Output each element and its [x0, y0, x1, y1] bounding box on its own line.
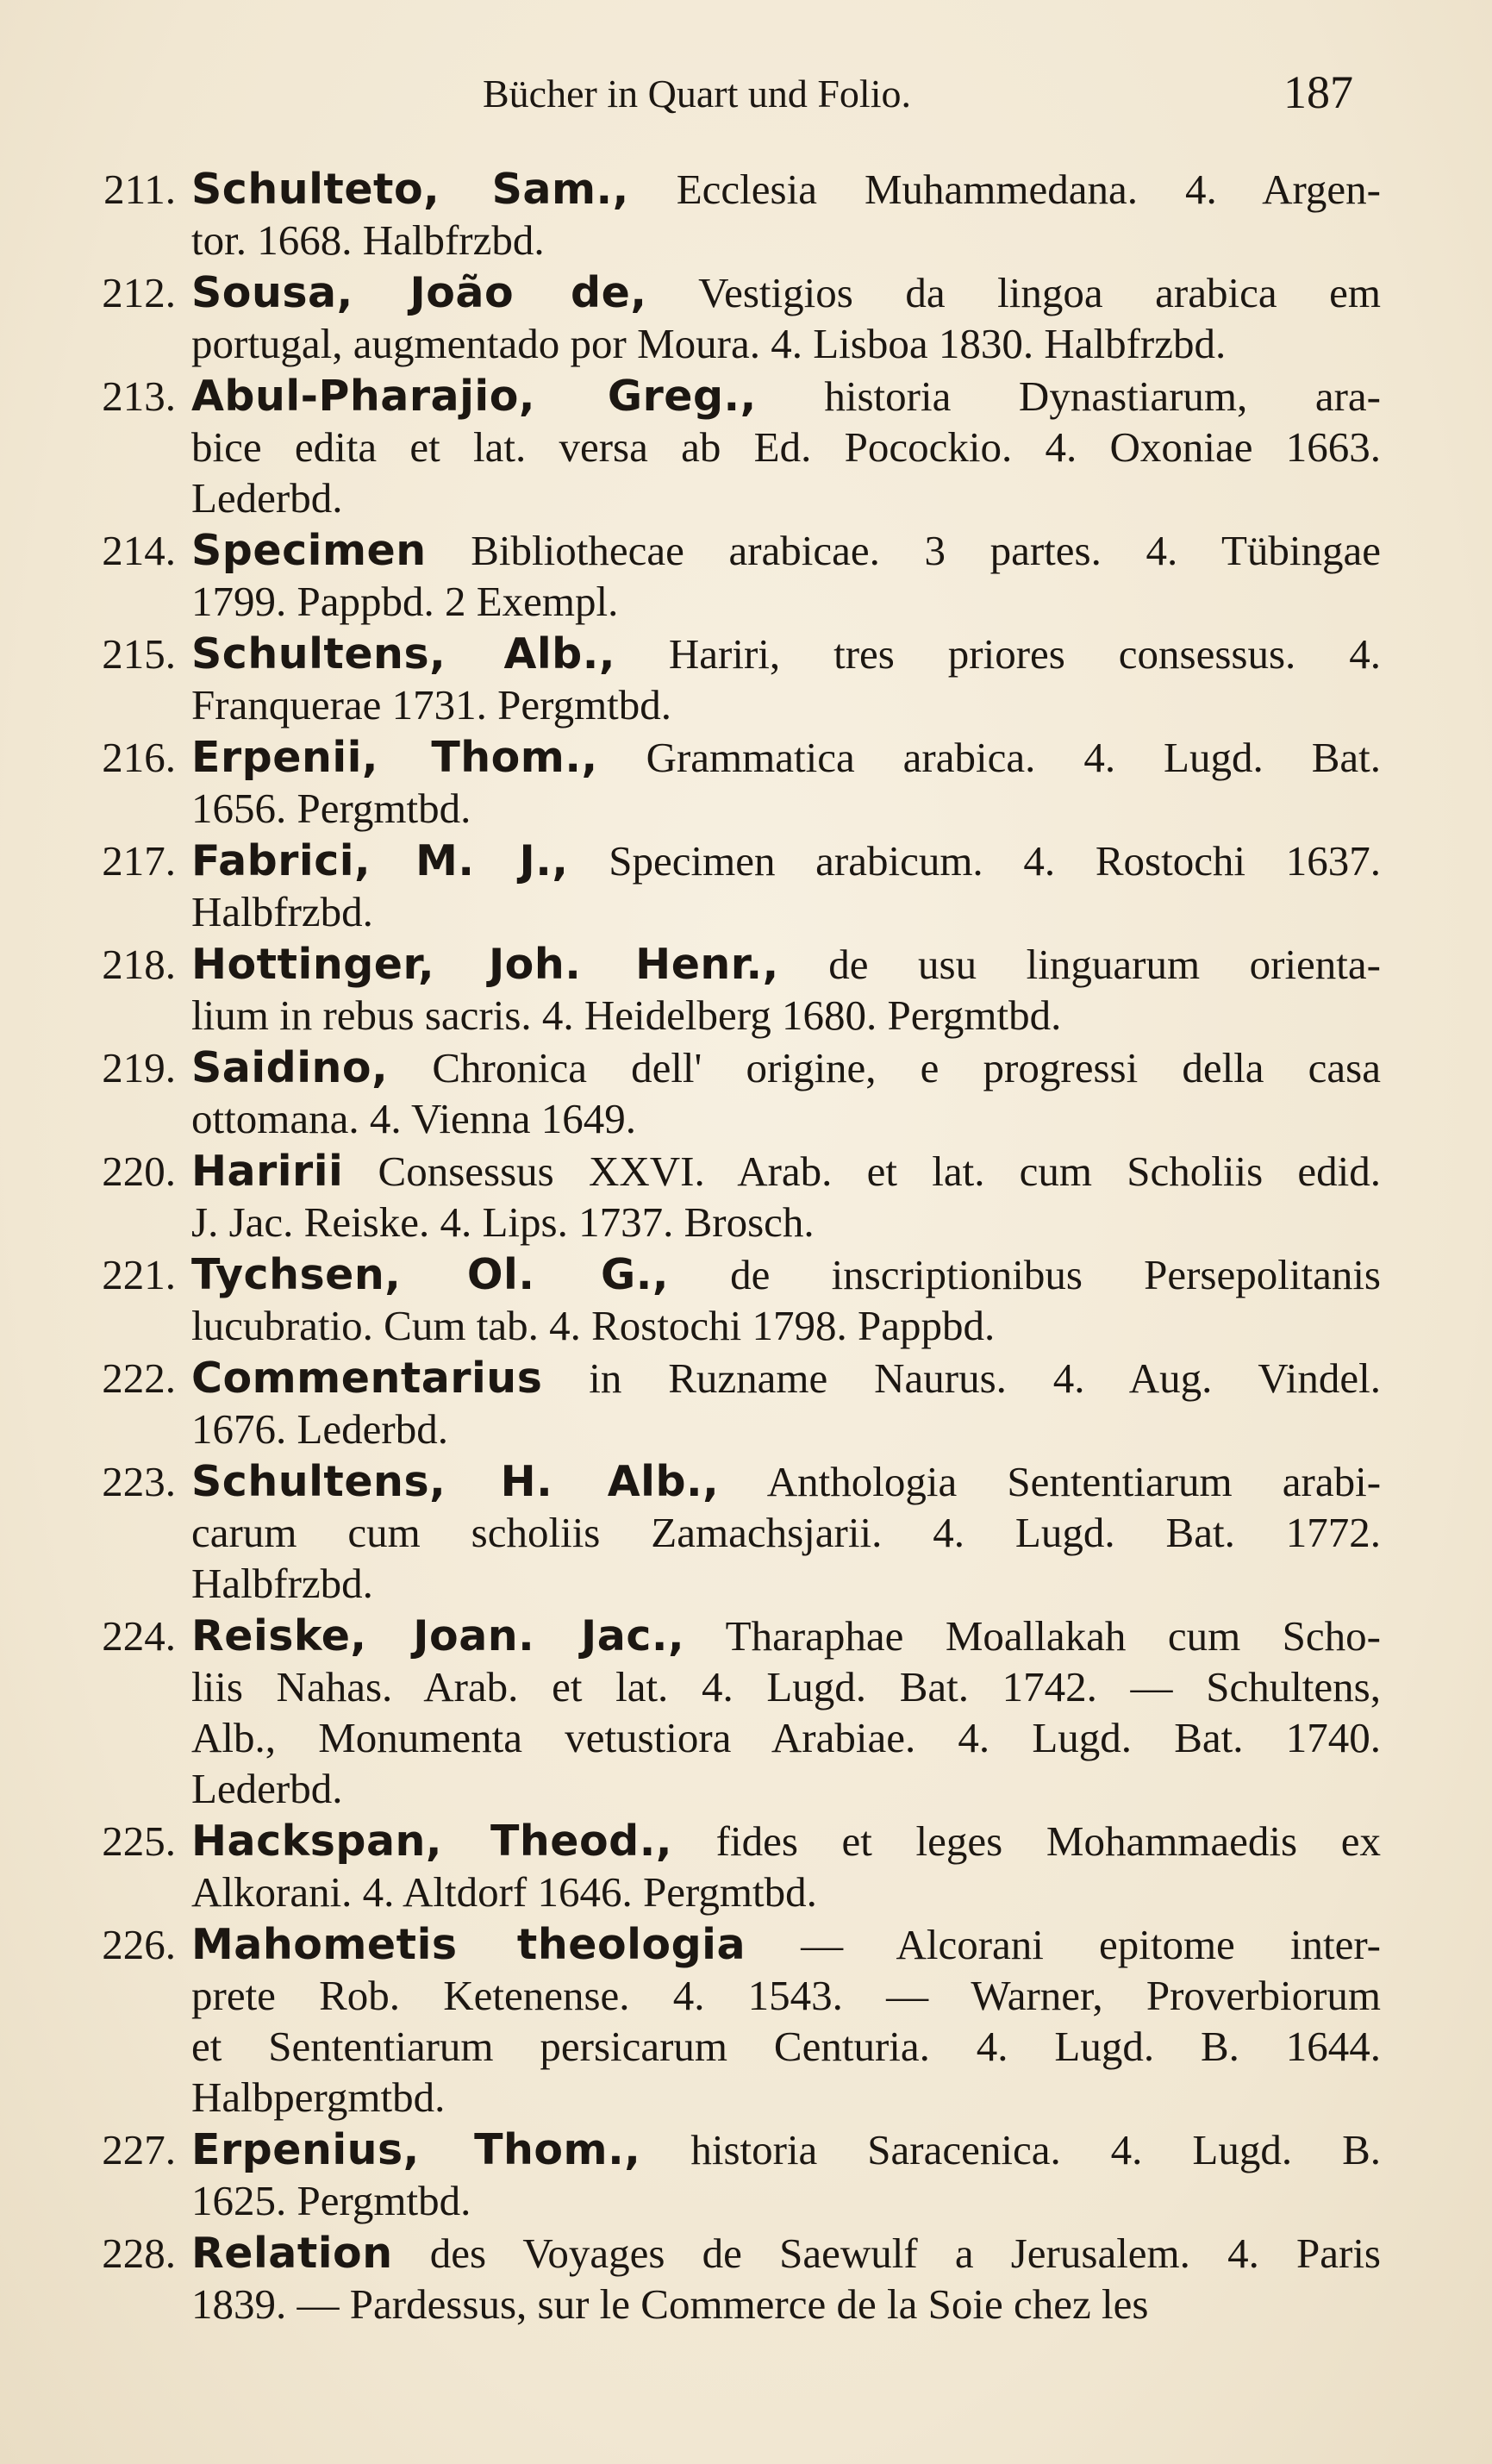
- entry-text: historia Saracenica. 4. Lugd. B.: [690, 2126, 1382, 2173]
- entry-line: [191, 371, 1381, 422]
- catalog-entry: [71, 1042, 1381, 1144]
- entry-line: prete Rob. Ketenense. 4. 1543. — Warner, Proverbiorum: [191, 1972, 1381, 2019]
- catalog-entry: [71, 1353, 1381, 1454]
- entry-line: Halbfrzbd.: [191, 1560, 373, 1607]
- entry-line: Halbpergmtbd.: [191, 2073, 446, 2121]
- catalog-entry: [71, 164, 1381, 266]
- entry-line: [191, 629, 1381, 679]
- entry-line: [191, 1919, 1381, 1970]
- entry-number: 211.: [103, 166, 176, 213]
- entry-line: [191, 1816, 1381, 1867]
- entry-text: historia Dynastiarum, ara-: [824, 372, 1381, 420]
- entry-author: Relation: [191, 2229, 393, 2278]
- entry-line: [191, 2124, 1381, 2175]
- entry-text: Vestigios da lingoa arabica em: [698, 269, 1381, 316]
- catalog-entry: [71, 1610, 1381, 1814]
- page-number: 187: [1283, 66, 1353, 118]
- entry-line: Franquerae 1731. Pergmtbd.: [191, 681, 672, 729]
- entry-line: Halbfrzbd.: [191, 888, 373, 935]
- catalog-entries: [71, 164, 1381, 2331]
- entry-text: Anthologia Sententiarum arabi-: [766, 1458, 1382, 1505]
- entry-number: 224.: [102, 1612, 176, 1660]
- entry-line: bice edita et lat. versa ab Ed. Pocockio. 4. Oxoniae 1663.: [191, 423, 1381, 471]
- entry-number: 212.: [102, 269, 176, 316]
- entry-line: 1799. Pappbd. 2 Exempl.: [191, 578, 619, 625]
- catalog-entry: [71, 1919, 1381, 2123]
- entry-line: lium in rebus sacris. 4. Heidelberg 1680. Pergmtbd.: [191, 991, 1062, 1039]
- entry-line: 1839. — Pardessus, sur le Commerce de la Soie chez les: [191, 2280, 1149, 2328]
- entry-line: J. Jac. Reiske. 4. Lips. 1737. Brosch.: [191, 1198, 815, 1246]
- entry-number: 225.: [102, 1817, 176, 1865]
- entry-line: [191, 835, 1381, 886]
- entry-line: 1676. Lederbd.: [191, 1405, 448, 1453]
- entry-author: Erpenius, Thom.,: [191, 2125, 641, 2174]
- entry-number: 228.: [102, 2229, 176, 2277]
- catalog-entry: [71, 1249, 1381, 1351]
- entry-text: de usu linguarum orienta-: [828, 941, 1381, 988]
- running-title: Bücher in Quart und Folio.: [483, 72, 911, 116]
- entry-line: [191, 939, 1381, 990]
- entry-author: Hottinger, Joh. Henr.,: [191, 940, 779, 989]
- catalog-entry: [71, 732, 1381, 834]
- entry-text: Hariri, tres priores consessus. 4.: [668, 630, 1381, 678]
- entry-number: 227.: [102, 2126, 176, 2173]
- entry-text: Grammatica arabica. 4. Lugd. Bat.: [646, 734, 1382, 781]
- entry-author: Schulteto, Sam.,: [191, 165, 629, 214]
- entry-number: 214.: [102, 527, 176, 574]
- entry-line: tor. 1668. Halbfrzbd.: [191, 216, 545, 264]
- catalog-entry: [71, 371, 1381, 523]
- entry-author: Haririi: [191, 1147, 344, 1196]
- entry-author: Schultens, H. Alb.,: [191, 1457, 720, 1506]
- entry-author: Reiske, Joan. Jac.,: [191, 1611, 685, 1660]
- entry-text: des Voyages de Saewulf a Jerusalem. 4. Paris: [429, 2229, 1382, 2277]
- catalog-entry: [71, 629, 1381, 730]
- entry-line: liis Nahas. Arab. et lat. 4. Lugd. Bat. 1742. — Schultens,: [191, 1663, 1381, 1710]
- entry-author: Erpenii, Thom.,: [191, 733, 598, 782]
- entry-text: fides et leges Mohammaedis ex: [715, 1817, 1381, 1865]
- entry-text: Bibliothecae arabicae. 3 partes. 4. Tübingae: [471, 527, 1381, 574]
- entry-text: Specimen arabicum. 4. Rostochi 1637.: [609, 837, 1381, 885]
- entry-text: Chronica dell' origine, e progressi della casa: [432, 1044, 1381, 1091]
- entry-line: carum cum scholiis Zamachsjarii. 4. Lugd. Bat. 1772.: [191, 1509, 1381, 1556]
- catalog-entry: [71, 2228, 1381, 2330]
- entry-author: Hackspan, Theod.,: [191, 1817, 672, 1866]
- entry-line: [191, 1353, 1381, 1404]
- entry-line: [191, 732, 1381, 783]
- running-header: [483, 66, 1353, 131]
- entry-text: in Ruzname Naurus. 4. Aug. Vindel.: [589, 1354, 1381, 1402]
- entry-line: 1625. Pergmtbd.: [191, 2177, 471, 2224]
- entry-author: Abul-Pharajio, Greg.,: [191, 372, 757, 421]
- entry-author: Commentarius: [191, 1354, 543, 1403]
- entry-author: Sousa, João de,: [191, 268, 647, 317]
- entry-line: Alkorani. 4. Altdorf 1646. Pergmtbd.: [191, 1868, 817, 1916]
- entry-line: lucubratio. Cum tab. 4. Rostochi 1798. Pappbd.: [191, 1302, 996, 1349]
- entry-line: Alb., Monumenta vetustiora Arabiae. 4. Lugd. Bat. 1740.: [191, 1714, 1381, 1761]
- entry-author: Tychsen, Ol. G.,: [191, 1250, 669, 1299]
- entry-number: 216.: [102, 734, 176, 781]
- entry-number: 221.: [102, 1251, 176, 1298]
- catalog-entry: [71, 939, 1381, 1041]
- catalog-entry: [71, 267, 1381, 369]
- catalog-entry: [71, 1146, 1381, 1248]
- entry-number: 217.: [102, 837, 176, 885]
- entry-number: 213.: [102, 372, 176, 420]
- entry-line: [191, 1610, 1381, 1661]
- entry-line: [191, 164, 1381, 215]
- entry-text: Ecclesia Muhammedana. 4. Argen-: [676, 166, 1381, 213]
- entry-line: [191, 525, 1381, 576]
- catalog-entry: [71, 835, 1381, 937]
- entry-line: [191, 1042, 1381, 1093]
- catalog-entry: [71, 525, 1381, 627]
- entry-line: [191, 1249, 1381, 1300]
- entry-text: Consessus XXVI. Arab. et lat. cum Scholiis edid.: [378, 1148, 1382, 1195]
- catalog-entry: [71, 1816, 1381, 1917]
- entry-line: [191, 267, 1381, 318]
- entry-author: Saidino,: [191, 1043, 389, 1092]
- entry-author: Fabrici, M. J.,: [191, 836, 569, 885]
- entry-author: Schultens, Alb.,: [191, 629, 615, 679]
- entry-author: Mahometis theologia: [191, 1920, 746, 1969]
- entry-line: [191, 1456, 1381, 1507]
- entry-number: 219.: [102, 1044, 176, 1091]
- entry-line: 1656. Pergmtbd.: [191, 785, 471, 832]
- catalog-entry: [71, 1456, 1381, 1609]
- entry-number: 226.: [102, 1921, 176, 1968]
- entry-number: 220.: [102, 1148, 176, 1195]
- entry-line: Lederbd.: [191, 1765, 343, 1812]
- entry-author: Specimen: [191, 526, 427, 575]
- entry-number: 218.: [102, 941, 176, 988]
- entry-text: Tharaphae Moallakah cum Scho-: [725, 1612, 1381, 1660]
- entry-text: — Alcorani epitome inter-: [801, 1921, 1381, 1968]
- entry-text: de inscriptionibus Persepolitanis: [730, 1251, 1382, 1298]
- entry-line: [191, 2228, 1381, 2279]
- entry-number: 222.: [102, 1354, 176, 1402]
- entry-line: ottomana. 4. Vienna 1649.: [191, 1095, 637, 1142]
- entry-line: et Sententiarum persicarum Centuria. 4. Lugd. B. 1644.: [191, 2023, 1381, 2070]
- entry-line: [191, 1146, 1381, 1197]
- entry-line: Lederbd.: [191, 474, 343, 522]
- entry-number: 215.: [102, 630, 176, 678]
- catalog-entry: [71, 2124, 1381, 2226]
- entry-line: portugal, augmentado por Moura. 4. Lisboa 1830. Halbfrzbd.: [191, 320, 1227, 367]
- entry-number: 223.: [102, 1458, 176, 1505]
